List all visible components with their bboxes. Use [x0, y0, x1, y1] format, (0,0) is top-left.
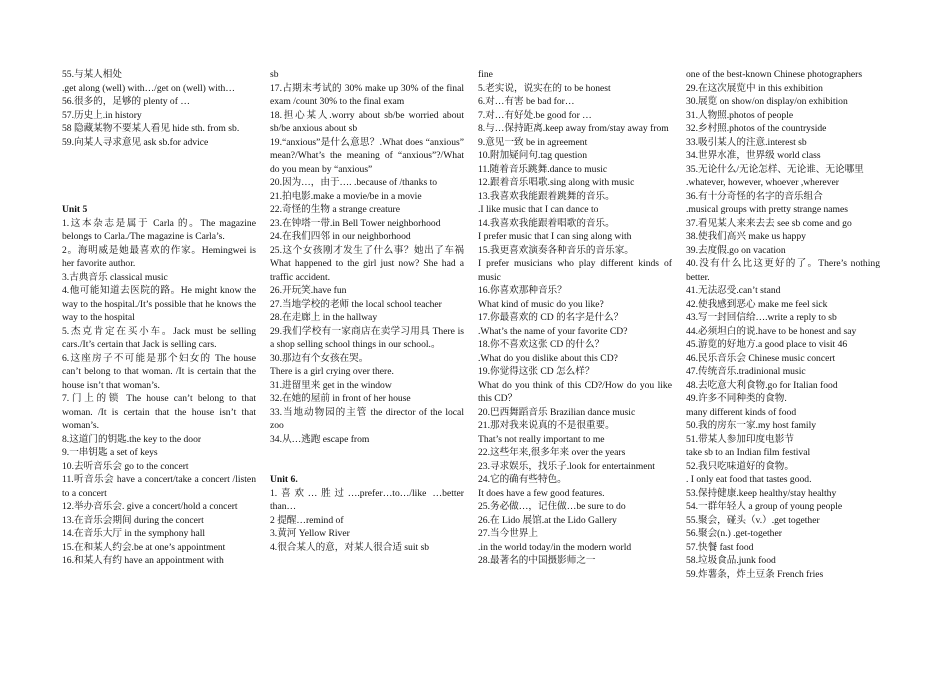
vocab-entry: .whatever, however, whoever ,wherever	[686, 177, 839, 188]
vocab-entry: 54.一群年轻人 a group of young people	[686, 501, 843, 512]
vocab-entry: 35.无论什么/无论怎样、无论谁、无论哪里	[686, 163, 864, 175]
vocab-entry: 20.巴西舞蹈音乐 Brazilian dance music	[478, 406, 636, 418]
vocab-entry: 5.老实说，说实在的 to be honest	[478, 82, 611, 94]
vocab-entry: 19.“anxious”是什么意思？.What does “anxious” mean?/What’s the meaning of “anxious”?/What do you mean by “anxious”	[270, 136, 464, 175]
vocab-entry: 21.那对我来说真的不是很重要。	[478, 420, 615, 431]
vocab-entry: 9.一串钥匙 a set of keys	[62, 447, 158, 458]
vocab-entry: 8.这道门的钥匙.the key to the door	[62, 433, 202, 445]
vocab-entry: 27.当地学校的老师 the local school teacher	[270, 298, 442, 310]
vocab-entry: That’s not really important to me	[478, 433, 605, 445]
vocab-entry: 50.我的房东一家.my host family	[686, 420, 817, 431]
vocab-entry: 25.这个女孩刚才发生了什么事？她出了车祸 What happened to the girl just now? She had a traffic accident.	[270, 244, 464, 283]
vocab-entry: 28.在走廊上 in the hallway	[270, 312, 378, 323]
vocab-entry: many different kinds of food	[686, 406, 797, 418]
text-column-4	[686, 68, 880, 581]
vocab-entry: 6.这座房子不可能是那个妇女的 The house can’t belong to that woman. /It is certain that the house isn’t that woman’s.	[62, 352, 256, 391]
vocab-entry: .I like music that I can dance to	[478, 204, 599, 215]
vocab-entry: 29.我们学校有一家商店在卖学习用具 There is a shop selling school things in our school.。	[270, 325, 464, 350]
vocab-entry: 12.举办音乐会. give a concert/hold a concert	[62, 501, 238, 512]
blank-line	[270, 446, 464, 460]
vocab-entry: 45.游览的好地方.a good place to visit 46	[686, 339, 848, 350]
vocab-entry: .in the world today/in the modern world	[478, 541, 632, 553]
vocab-entry: 33.吸引某人的注意.interest sb	[686, 136, 807, 148]
vocab-entry: . I only eat food that tastes good.	[686, 474, 812, 485]
vocab-entry: I prefer musicians who play different kinds of music	[478, 258, 672, 283]
unit-heading: Unit 5	[62, 204, 88, 215]
vocab-entry: 33.当地动物园的主管 the director of the local zoo	[270, 406, 464, 431]
vocab-entry: 34.从…逃跑 escape from	[270, 433, 370, 445]
vocab-entry: 36.有十分奇怪的名字的音乐组合	[686, 190, 823, 202]
vocab-entry: 11.听音乐会 have a concert/take a concert /listen to a concert	[62, 474, 256, 499]
unit-heading: Unit 6.	[270, 474, 298, 485]
vocab-entry: 22.奇怪的生物 a strange creature	[270, 204, 401, 215]
vocab-entry: 26.在 Lido 展馆.at the Lido Gallery	[478, 514, 617, 526]
vocab-entry: I prefer music that I can sing along with	[478, 231, 632, 242]
vocab-entry: 23.寻求娱乐，找乐子.look for entertainment	[478, 460, 655, 472]
vocab-entry: 15.我更喜欢演奏各种音乐的音乐家。	[478, 244, 634, 256]
vocab-entry: 16.你喜欢那种音乐？	[478, 285, 567, 296]
vocab-entry: 4.很合某人的意，对某人很合适 suit sb	[270, 541, 430, 553]
vocab-entry: 57.快餐 fast food	[686, 541, 754, 553]
vocab-entry: 48.去吃意大利食物.go for Italian food	[686, 379, 838, 391]
vocab-entry: 30.展览 on show/on display/on exhibition	[686, 96, 848, 107]
text-column-1	[62, 68, 256, 568]
vocab-entry: 1.喜欢…胜过….prefer…to…/like …better than…	[270, 487, 464, 512]
vocab-entry: .What’s the name of your favorite CD?	[478, 325, 628, 337]
vocab-entry: 18.担心某人.worry about sb/be worried about sb/be anxious about sb	[270, 109, 464, 134]
vocab-entry: 7.对…有好处.be good for …	[478, 109, 592, 121]
vocab-entry: 40.没有什么比这更好的了。There’s nothing better.	[686, 258, 880, 283]
blank-line	[62, 190, 256, 204]
vocab-entry: 31.进留里来 get in the window	[270, 379, 392, 391]
vocab-entry: 46.民乐音乐会 Chinese music concert	[686, 352, 836, 364]
vocab-entry: 16.和某人有约 have an appointment with	[62, 555, 224, 566]
vocab-entry: 44.必须坦白的说.have to be honest and say	[686, 325, 857, 337]
vocab-entry: What kind of music do you like?	[478, 298, 604, 310]
vocab-entry: 55.与某人相处	[62, 69, 122, 80]
vocab-entry: There is a girl crying over there.	[270, 366, 394, 377]
vocab-entry: 32.乡村照.photos of the countryside	[686, 123, 827, 134]
vocab-entry: 6.对…有害 be bad for…	[478, 96, 575, 107]
vocab-entry: 53.保持健康.keep healthy/stay healthy	[686, 487, 837, 499]
vocab-entry: 30.那边有个女孩在哭。	[270, 352, 369, 364]
vocab-entry: 27.当今世界上	[478, 528, 538, 539]
vocab-entry: 8.与…保持距离.keep away from/stay away from	[478, 123, 669, 134]
vocab-entry: .get along (well) with…/get on (well) with…	[62, 82, 235, 94]
vocab-entry: 25.务必做…，记住做…be sure to do	[478, 501, 626, 512]
blank-line	[62, 163, 256, 177]
vocab-entry: 23.在钟塔一带.in Bell Tower neighborhood	[270, 217, 441, 229]
vocab-entry: 14.在音乐大厅 in the symphony hall	[62, 528, 206, 539]
vocab-entry: 56.很多的，足够的 plenty of …	[62, 96, 190, 107]
vocab-entry: one of the best-known Chinese photographers	[686, 69, 863, 80]
vocab-entry: 22.这些年来,很多年来 over the years	[478, 447, 626, 458]
vocab-entry: 24.在我们四邻 in our neighborhood	[270, 231, 411, 242]
vocab-entry: 43.写一封回信给….write a reply to sb	[686, 312, 837, 323]
vocab-entry: 55.聚会，碰头（v.）.get together	[686, 514, 820, 526]
vocab-entry: 19.你觉得这张 CD 怎么样？	[478, 366, 595, 377]
vocab-entry: 57.历史上.in history	[62, 109, 142, 121]
blank-line	[62, 149, 256, 163]
vocab-entry: 52.我只吃味道好的食物。	[686, 460, 794, 472]
vocab-entry: 58 隐藏某物不要某人看见 hide sth. from sb.	[62, 123, 240, 134]
vocab-entry: 24.它的确有些特色。	[478, 474, 567, 485]
vocab-entry: 31.人物照.photos of people	[686, 109, 794, 121]
vocab-entry: 59.炸薯条，炸土豆条 French fries	[686, 568, 824, 580]
vocab-entry: 4.他可能知道去医院的路。He might know the way to the hospital./It’s possible that he knows the way to the hospital	[62, 285, 256, 323]
vocab-entry: 51.带某人参加印度电影节	[686, 433, 794, 445]
vocab-entry: What do you think of this CD?/How do you like this CD？	[478, 379, 672, 404]
vocab-entry: 14.我喜欢我能跟着唱歌的音乐。	[478, 217, 615, 229]
vocab-entry: 17.占期末考试的 30% make up 30% of the final exam /count 30% to the final exam	[270, 82, 464, 107]
vocab-entry: .What do you dislike about this CD?	[478, 352, 618, 364]
vocab-entry: It does have a few good features.	[478, 487, 605, 499]
vocab-entry: 12.跟着音乐唱歌.sing along with music	[478, 177, 635, 188]
vocab-entry: 10.去听音乐会 go to the concert	[62, 460, 189, 472]
vocab-entry: 20.因为…，由于…. .because of /thanks to	[270, 177, 438, 188]
vocab-entry: 5.杰克肯定在买小车。Jack must be selling cars./It’s certain that Jack is selling cars.	[62, 325, 256, 350]
text-column-3	[478, 68, 672, 568]
vocab-entry: 2。海明威是她最喜欢的作家。Hemingwei is her favorite author.	[62, 244, 256, 269]
vocab-entry: take sb to an Indian film festival	[686, 447, 811, 458]
vocab-entry: 13.在音乐会期间 during the concert	[62, 514, 204, 526]
vocab-entry: 3.黄河 Yellow River	[270, 528, 350, 539]
vocab-entry: 42.使我感到恶心 make me feel sick	[686, 298, 828, 310]
vocab-entry: sb	[270, 69, 279, 80]
vocab-entry: 2 提醒…remind of	[270, 514, 344, 526]
vocab-entry: 58.垃圾食品.junk food	[686, 555, 776, 566]
vocab-entry: 32.在她的屋前 in front of her house	[270, 393, 411, 404]
vocab-entry: 1.这本杂志是属于 Carla 的。The magazine belongs to Carla./The magazine is Carla’s.	[62, 217, 256, 242]
vocab-entry: 49.许多不同种类的食物.	[686, 393, 787, 404]
blank-line	[62, 176, 256, 190]
vocab-entry: 29.在这次展览中 in this exhibition	[686, 82, 823, 94]
vocab-entry: 9.意见一致 be in agreement	[478, 136, 588, 148]
vocab-entry: 59.向某人寻求意见 ask sb.for advice	[62, 136, 209, 148]
vocab-entry: 15.在和某人约会.be at one’s appointment	[62, 541, 226, 553]
vocab-entry: 39.去度假.go on vacation	[686, 244, 786, 256]
vocab-entry: 37.看见某人来来去去 see sb come and go	[686, 217, 852, 229]
vocab-entry: 11.随着音乐跳舞.dance to music	[478, 163, 608, 175]
vocab-entry: 17.你最喜欢的 CD 的名字是什么？	[478, 312, 624, 323]
vocab-entry: 34.世界水准，世界级 world class	[686, 150, 821, 161]
vocab-entry: 56.聚会(n.) .get-together	[686, 528, 782, 539]
vocab-entry: 47.传统音乐.tradinional music	[686, 366, 806, 377]
vocab-entry: 26.开玩笑.have fun	[270, 285, 347, 296]
vocab-entry: 41.无法忍受.can’t stand	[686, 285, 781, 296]
vocab-entry: 28.最著名的中国摄影师之一	[478, 555, 596, 566]
blank-line	[270, 460, 464, 474]
vocab-entry: 21.拍电影.make a movie/be in a movie	[270, 190, 422, 202]
vocab-entry: 3.古典音乐 classical music	[62, 271, 168, 283]
vocab-entry: 38.使我们高兴 make us happy	[686, 231, 806, 242]
vocab-entry: .musical groups with pretty strange names	[686, 204, 848, 215]
vocab-entry: 10.附加疑问句.tag question	[478, 150, 587, 161]
vocab-entry: 7.门上的锁 The house can’t belong to that woman. /It is certain that the house isn’t that woman’s.	[62, 393, 256, 431]
vocab-entry: fine	[478, 69, 493, 80]
vocab-entry: 18.你不喜欢这张 CD 的什么？	[478, 339, 605, 350]
text-column-2	[270, 68, 464, 554]
vocab-entry: 13.我喜欢我能跟着跳舞的音乐。	[478, 190, 615, 202]
